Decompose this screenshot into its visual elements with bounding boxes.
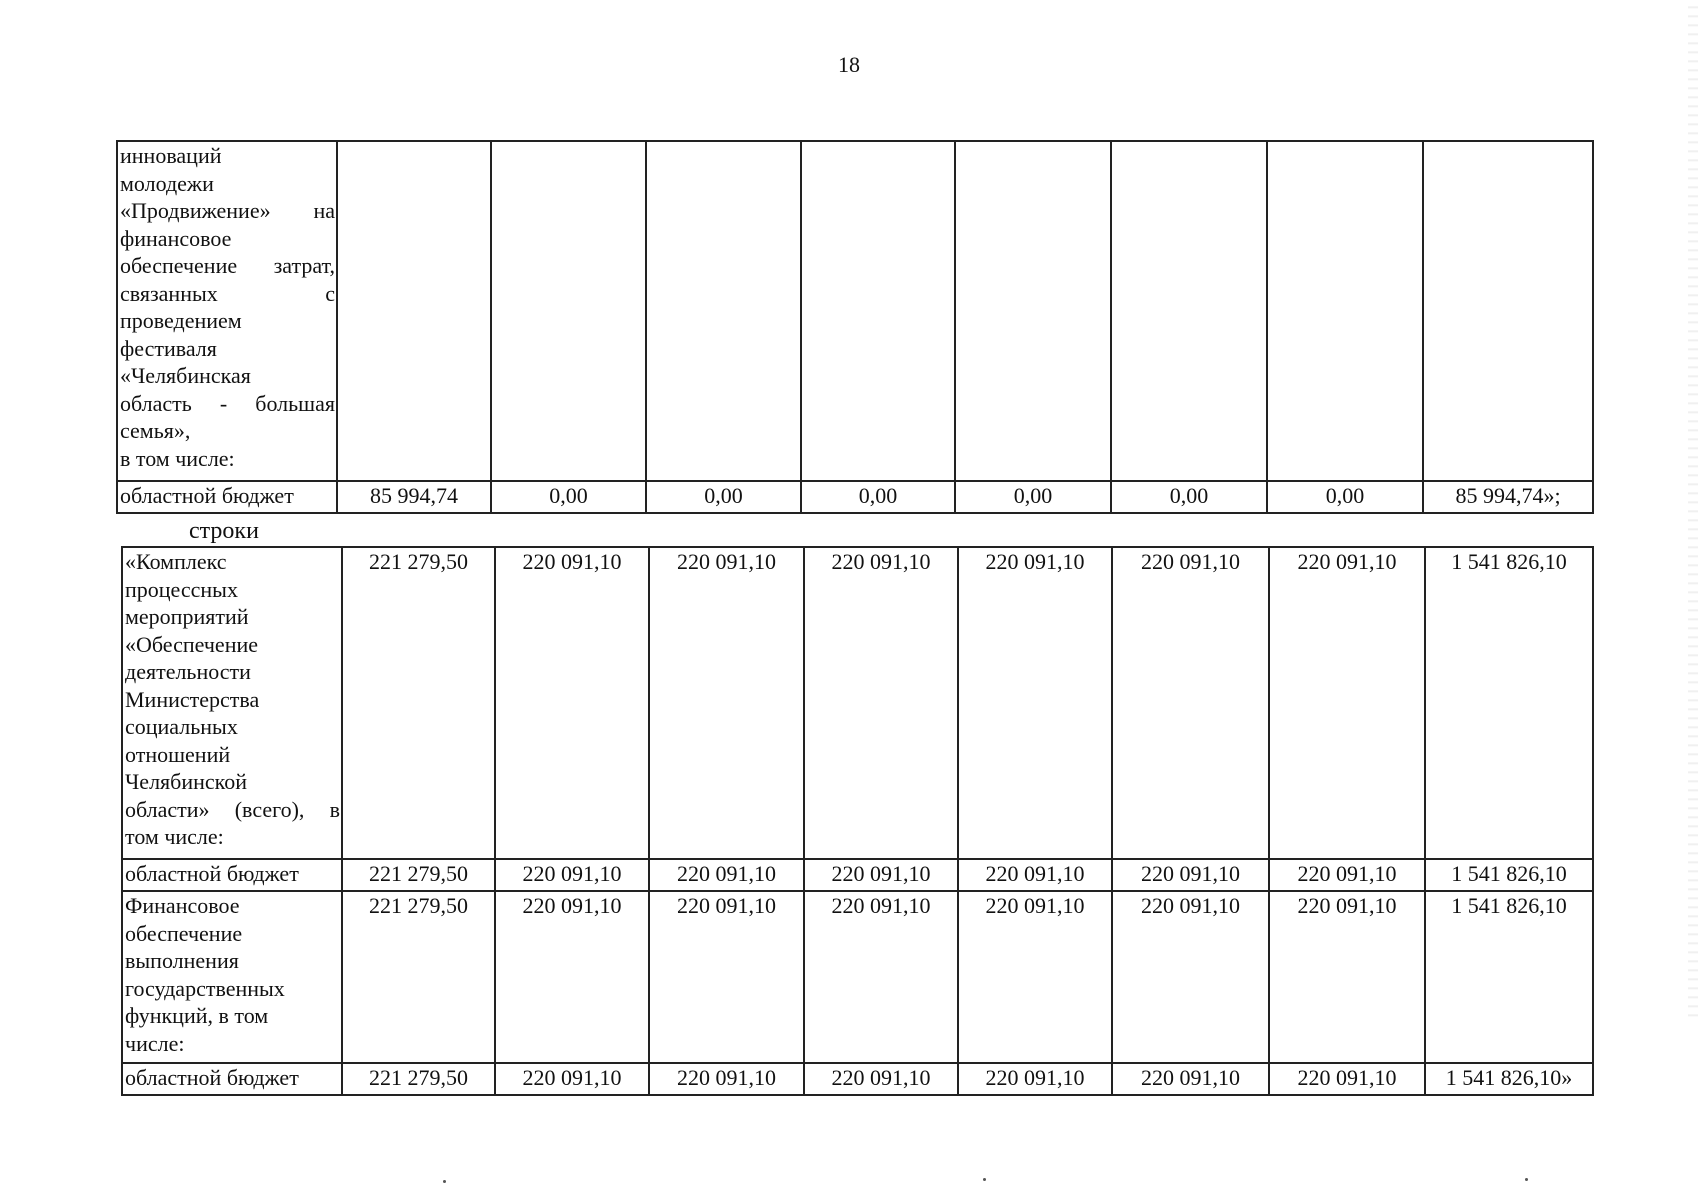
label-line: процессных [125,576,238,602]
empty-cell [491,141,646,481]
empty-cell [337,141,491,481]
value-cell: 1 541 826,10 [1425,891,1593,1063]
value-cell: 220 091,10 [1269,547,1425,859]
label-line: деятельности [125,659,251,684]
value-cell: 0,00 [1111,481,1267,513]
value-cell: 221 279,50 [342,859,495,891]
value-cell: 220 091,10 [1112,1063,1269,1095]
label-line: области» (всего), в [125,796,340,822]
label-line: связанных с [120,280,335,306]
label-line: том числе: [125,824,224,849]
value-cell: 220 091,10 [804,859,958,891]
empty-cell [1111,141,1267,481]
label-line: функций, в том [125,1003,269,1028]
empty-cell [1423,141,1593,481]
table-row [122,859,1593,891]
empty-cell [801,141,955,481]
label-line: Челябинской [125,769,248,794]
scan-edge-noise [1688,0,1698,1020]
label-line: «Продвижение» на [120,198,335,223]
scan-speck [983,1178,986,1181]
value-cell: 220 091,10 [804,547,958,859]
value-cell: 220 091,10 [649,547,804,859]
row-label: областной бюджет [122,859,342,891]
row-label [117,141,337,481]
label-line: семья», [120,418,191,443]
value-cell: 220 091,10 [1269,1063,1425,1095]
label-line: государственных [125,975,285,1001]
scan-speck [443,1180,446,1183]
label-line: обеспечение затрат, [120,253,335,278]
value-cell: 220 091,10 [958,891,1112,1063]
label-line: проведением [120,308,242,333]
value-cell: 85 994,74 [337,481,491,513]
value-cell: 85 994,74»; [1423,481,1593,513]
value-cell: 220 091,10 [649,1063,804,1095]
label-line: «Обеспечение [125,631,258,657]
value-cell: 220 091,10 [1269,859,1425,891]
label-line: область - большая [120,390,335,416]
label-line: Финансовое [125,893,240,918]
table-row [122,547,1593,859]
value-cell: 1 541 826,10 [1425,547,1593,859]
section-label: строки [189,518,259,544]
budget-table-continuation [116,140,1594,514]
value-cell: 220 091,10 [804,891,958,1063]
value-cell: 220 091,10 [804,1063,958,1095]
value-cell: 220 091,10 [1112,859,1269,891]
value-cell: 1 541 826,10» [1425,1063,1593,1095]
row-label: областной бюджет [122,1063,342,1095]
value-cell: 0,00 [646,481,801,513]
value-cell: 220 091,10 [1112,891,1269,1063]
label-line: числе: [125,1030,185,1056]
value-cell: 220 091,10 [958,859,1112,891]
label-line: финансовое [120,225,232,251]
value-cell: 0,00 [955,481,1111,513]
empty-cell [646,141,801,481]
empty-cell [955,141,1111,481]
value-cell: 220 091,10 [495,547,649,859]
value-cell: 221 279,50 [342,1063,495,1095]
row-label: областной бюджет [117,481,337,513]
label-line: мероприятий [125,604,249,629]
value-cell: 221 279,50 [342,547,495,859]
value-cell: 221 279,50 [342,891,495,1063]
value-cell: 220 091,10 [495,891,649,1063]
label-line: социальных [125,714,238,739]
label-line: инноваций [120,143,222,168]
table-row [117,481,1593,513]
label-line: молодежи [120,170,214,196]
label-line: Министерства [125,686,260,712]
label-line: «Челябинская [120,363,251,388]
page-number: 18 [838,52,860,77]
label-line: отношений [125,741,231,767]
value-cell: 220 091,10 [958,547,1112,859]
value-cell: 220 091,10 [649,859,804,891]
value-cell: 0,00 [491,481,646,513]
value-cell: 220 091,10 [495,859,649,891]
value-cell: 220 091,10 [1112,547,1269,859]
value-cell: 220 091,10 [495,1063,649,1095]
value-cell: 0,00 [801,481,955,513]
label-line: обеспечение [125,920,243,946]
label-line: «Комплекс [125,549,227,574]
value-cell: 220 091,10 [958,1063,1112,1095]
value-cell: 220 091,10 [1269,891,1425,1063]
value-cell: 220 091,10 [649,891,804,1063]
table-row [122,891,1593,1063]
label-line: фестиваля [120,335,217,361]
row-label [122,547,342,859]
budget-table-rows [121,546,1594,1096]
empty-cell [1267,141,1423,481]
table-row [122,1063,1593,1095]
value-cell: 0,00 [1267,481,1423,513]
scan-speck [1525,1178,1528,1181]
label-line: в том числе: [120,445,235,471]
value-cell: 1 541 826,10 [1425,859,1593,891]
table-row [117,141,1593,481]
row-label [122,891,342,1063]
label-line: выполнения [125,948,239,973]
